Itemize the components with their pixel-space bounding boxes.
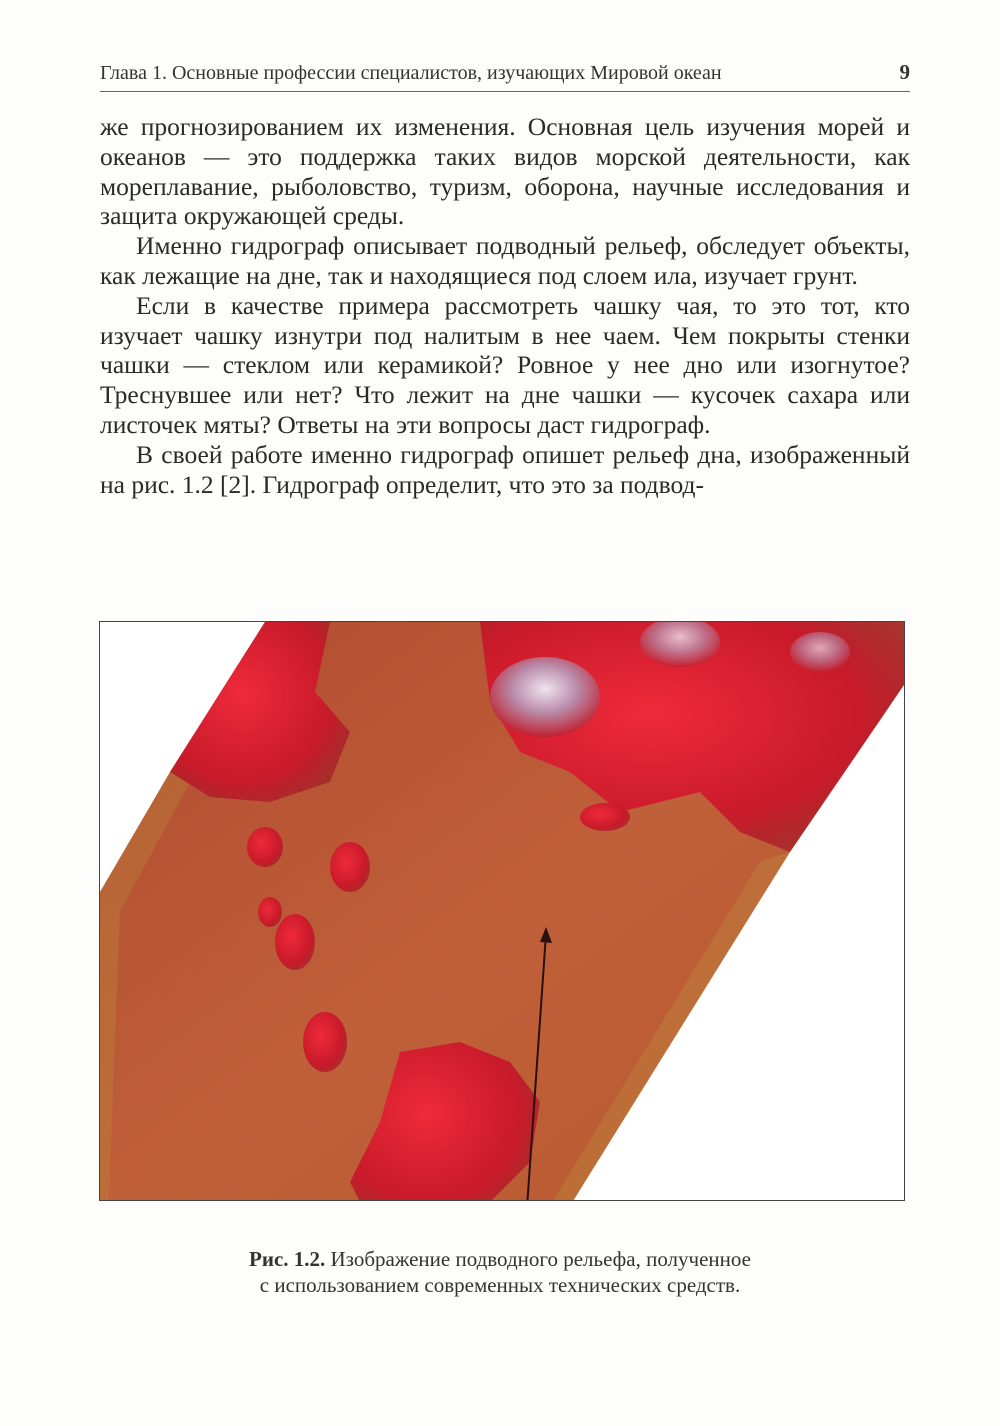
caption-label: Рис. 1.2. (249, 1247, 326, 1271)
relief-mound (580, 803, 630, 831)
caption-line-2: с использованием современных технических средств. (259, 1273, 741, 1297)
relief-mound (275, 914, 315, 970)
relief-mound (247, 827, 283, 867)
relief-ridge-left (170, 622, 350, 802)
body-text (100, 112, 910, 499)
figure (99, 621, 905, 1201)
page-header (100, 60, 910, 92)
relief-peak (490, 657, 600, 737)
page-number: 9 (899, 60, 910, 84)
relief-illustration (100, 622, 905, 1201)
relief-peak (790, 632, 850, 672)
paragraph: В своей работе именно гидрограф опишет рельеф дна, изображенный на рис. 1.2 [2]. Гидрограф определит, что это за подвод- (100, 439, 910, 499)
relief-mound (258, 897, 282, 927)
figure-caption (100, 1246, 900, 1298)
relief-mound (303, 1012, 347, 1072)
chapter-title: Глава 1. Основные профессии специалистов, изучающих Мировой океан (100, 62, 722, 84)
caption-line-1: Изображение подводного рельефа, полученное (330, 1247, 751, 1271)
paragraph: Если в качестве примера рассмотреть чашку чая, то это тот, кто изучает чашку изнутри под налитым в нее чаем. Чем покрыты стенки чашки — стеклом или керамикой? Ровное у нее дно или изогнутое? Треснувшее или нет? Что лежит на дне чашки — кусочек сахара или листочек мяты? Ответы на эти вопросы даст гидрограф. (100, 290, 910, 439)
seabed-relief-image (99, 621, 905, 1201)
paragraph: Именно гидрограф описывает подводный рельеф, обследует объекты, как лежащие на дне, так и находящиеся под слоем ила, изучает грунт. (100, 231, 910, 290)
paragraph: же прогнозированием их изменения. Основная цель изучения морей и океанов — это поддержка таких видов морской деятельности, как мореплавание, рыболовство, туризм, оборона, научные исследования и защита окружающей среды. (100, 112, 910, 231)
relief-mound (330, 842, 370, 892)
